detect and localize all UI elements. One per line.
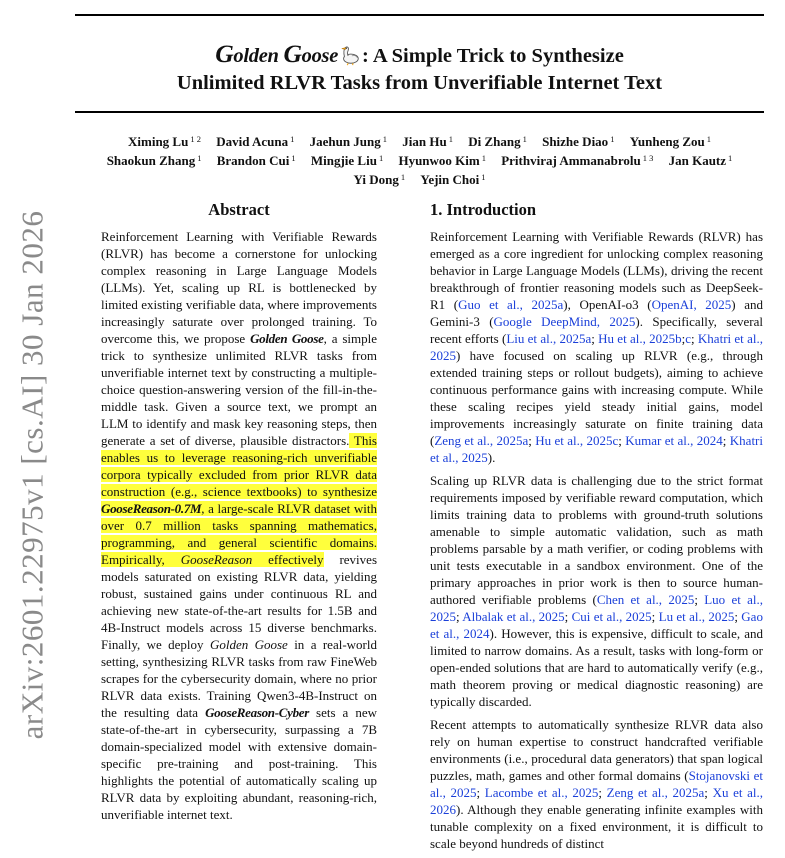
author: Yunheng Zou $^1$ (629, 134, 711, 149)
dataset-name: GooseReason-0.7M (101, 501, 202, 516)
goose-emoji-icon (339, 44, 361, 66)
author: Jan Kautz $^1$ (668, 153, 733, 168)
author: Jaehun Jung $^1$ (309, 134, 388, 149)
author: Jian Hu $^1$ (402, 134, 453, 149)
paragraph-text: ) have focused on scaling up RLVR (e.g., through extended training steps or rollout budgets), aiming to achieve continuous performance gains with increasing compute. While these scaling recipes yield steady initial gains, model improvements increasingly saturate on finite training data ( (430, 348, 763, 448)
author-list (75, 131, 764, 188)
paragraph-text: ; (704, 785, 713, 800)
intro-paragraph (430, 228, 763, 466)
title-line-2: Unlimited RLVR Tasks from Unverifiable Internet Text (176, 72, 663, 94)
citation-link[interactable]: Lu et al., 2025 (658, 609, 735, 624)
citation-link[interactable]: Hu et al., 2025c (535, 433, 619, 448)
arxiv-identifier: arXiv:2601.22975v1 [cs.AI] 30 Jan 2026 (14, 210, 50, 740)
paragraph-text: Recent attempts to automatically synthesize RLVR data also rely on human expertise to construct handcrafted verifiable environments (i.e., procedural data generators) that span logical puzzles, math, games and other formal domains ( (430, 717, 763, 783)
intro-paragraph (430, 716, 763, 852)
paragraph-text: ), OpenAI-o3 ( (563, 297, 652, 312)
author: Yejin Choi $^1$ (420, 172, 486, 187)
author: Brandon Cui $^1$ (216, 153, 296, 168)
citation-link[interactable]: Zeng et al., 2025a (434, 433, 529, 448)
paragraph-text: ; (651, 609, 659, 624)
author: Prithviraj Ammanabrolu $^{1 3}$ (501, 153, 654, 168)
intro-paragraph (430, 472, 763, 710)
introduction-section (430, 200, 763, 858)
abstract-section (101, 200, 377, 829)
citation-link[interactable]: Cui et al., 2025 (571, 609, 652, 624)
citation-link[interactable]: Gao et al., 2024 (430, 609, 763, 641)
paragraph-text: ; (694, 592, 705, 607)
citation-link[interactable]: c (685, 331, 692, 346)
paper-title (75, 40, 764, 97)
author: Di Zhang $^1$ (468, 134, 527, 149)
citation-link[interactable]: Guo et al., 2025a (458, 297, 564, 312)
paragraph-text: ; (722, 433, 730, 448)
citation-link[interactable]: Khatri et al., 2025 (430, 331, 763, 363)
paragraph-text: ). Although they enable generating infinite examples with tunable complexity on a fixed environment, it is difficult to scale beyond hundreds of distinct (430, 802, 763, 851)
paragraph-text: ; (591, 331, 599, 346)
paragraph-text: ; (564, 609, 572, 624)
abstract-text: Reinforcement Learning with Verifiable Rewards (RLVR) has become a cornerstone for unlocking complex reasoning in Large Language Models (LLMs). Yet, scaling up RL is bottlenecked by limited existing verifiable data, where improvements increasingly saturate over prolonged training. To overcome this, we propose Golden Goose, a simple trick to synthesize unlimited RLVR tasks from unverifiable internet text by constructing a multiple-choice question-answering version of the fill-in-the-middle task. Given a source text, we prompt an LLM to identify and mask key reasoning steps, then generate a set of diverse, plausible distractors. This enables us to leverage reasoning-rich unverifiable corpora typically excluded from prior RLVR data construction (e.g., science textbooks) to synthesize GooseReason-0.7M, a large-scale RLVR dataset with over 0.7 million tasks spanning mathematics, programming, and general scientific domains. Empirically, GooseReason effectively revives models saturated on existing RLVR data, yielding robust, sustained gains under continuous RL and achieving new state-of-the-art results for 1.5B and 4B-Instruct models across 15 diverse benchmarks. Finally, we deploy Golden Goose in a real-world setting, synthesizing RLVR tasks from raw FineWeb scrapes for the cybersecurity domain, where no prior RLVR data exists. Training Qwen3-4B-Instruct on the resulting data GooseReason-Cyber sets a new state-of-the-art in cybersecurity, surpassing a 7B domain-specialized model with extensive domain-specific pre-training and post-training. This highlights the potential of automatically scaling up RLVR data by exploiting abundant, reasoning-rich, unverifiable internet text. (101, 229, 377, 822)
paragraph-text: ) and Gemini-3 ( (430, 297, 763, 329)
citation-link[interactable]: Khatri et al., 2025 (430, 433, 763, 465)
citation-link[interactable]: Liu et al., 2025a (506, 331, 592, 346)
paragraph-text: ). Specifically, several recent efforts ( (430, 314, 764, 346)
author: Mingjie Liu $^1$ (310, 153, 384, 168)
title-rule (75, 111, 764, 113)
abstract-heading: Abstract (208, 200, 270, 219)
method-name: Golden Goose (250, 331, 324, 346)
title-line-1: Golden Goose : A Simple Trick to Synthesize (215, 39, 624, 68)
citation-link[interactable]: Google DeepMind, 2025 (493, 314, 636, 329)
paragraph-text: ). (487, 450, 496, 465)
paragraph-text: Scaling up RLVR data is challenging due to the strict format requirements imposed by verifiable reward computation, which limits training data to problems with ground-truth solutions amenable to simple automatic validation, such as math problems parsable by a math verifier, or coding problems with unit tests executable in a sandbox environment. One of the primary approaches in prior work is then to source human-authored verifiable problems ( (430, 473, 763, 607)
top-rule (75, 14, 764, 16)
citation-link[interactable]: Chen et al., 2025 (596, 592, 695, 607)
introduction-heading: 1. Introduction (430, 200, 537, 219)
paragraph-text: ; (476, 785, 485, 800)
citation-link[interactable]: Luo et al., 2025 (430, 592, 763, 624)
author: Yi Dong $^1$ (353, 172, 406, 187)
author: David Acuna $^1$ (216, 134, 295, 149)
citation-link[interactable]: Kumar et al., 2024 (625, 433, 723, 448)
paragraph-text: ). However, this is expensive, difficult to scale, and limited to narrow domains. As a result, tasks with long-form or open-ended solutions that are hard to automatically verify (e.g., math theorem proving or medical diagnostic reasoning) are typically discarded. (430, 626, 763, 709)
paragraph-text: ; (456, 609, 463, 624)
title-brand: Golden Goose (215, 39, 339, 68)
paragraph-text: ; (598, 785, 607, 800)
citation-link[interactable]: Stojanovski et al., 2025 (430, 768, 763, 800)
citation-link[interactable]: OpenAI, 2025 (651, 297, 732, 312)
citation-link[interactable]: Lacombe et al., 2025 (484, 785, 599, 800)
paragraph-text: Reinforcement Learning with Verifiable Rewards (RLVR) has emerged as a core ingredient for unlocking complex reasoning behavior in Large Language Models (LLMs), driving the recent breakthrough of frontier reasoning models such as DeepSeek-R1 ( (430, 229, 763, 312)
citation-link[interactable]: Zeng et al., 2025a (606, 785, 705, 800)
author: Ximing Lu $^{1 2}$ (128, 134, 201, 149)
author: Shaokun Zhang $^1$ (106, 153, 202, 168)
paragraph-text: ; (734, 609, 742, 624)
paragraph-text: ; (528, 433, 536, 448)
citation-link[interactable]: Albalak et al., 2025 (462, 609, 565, 624)
paragraph-text: ; (681, 331, 686, 346)
highlighted-text: This enables us to leverage reasoning-rich unverifiable corpora typically excluded from prior RLVR data construction (e.g., science textbooks) to synthesize GooseReason-0.7M, a large-scale RLVR dataset with over 0.7 million tasks spanning mathematics, programming, and general scientific domains. Empirically, GooseReason effectively (101, 433, 377, 567)
paragraph-text: ; (618, 433, 626, 448)
dataset-name: GooseReason-Cyber (205, 705, 310, 720)
author: Shizhe Diao $^1$ (542, 134, 615, 149)
author: Hyunwoo Kim $^1$ (398, 153, 486, 168)
citation-link[interactable]: Xu et al., 2026 (430, 785, 763, 817)
paragraph-text: ; (691, 331, 698, 346)
citation-link[interactable]: Hu et al., 2025b (598, 331, 682, 346)
